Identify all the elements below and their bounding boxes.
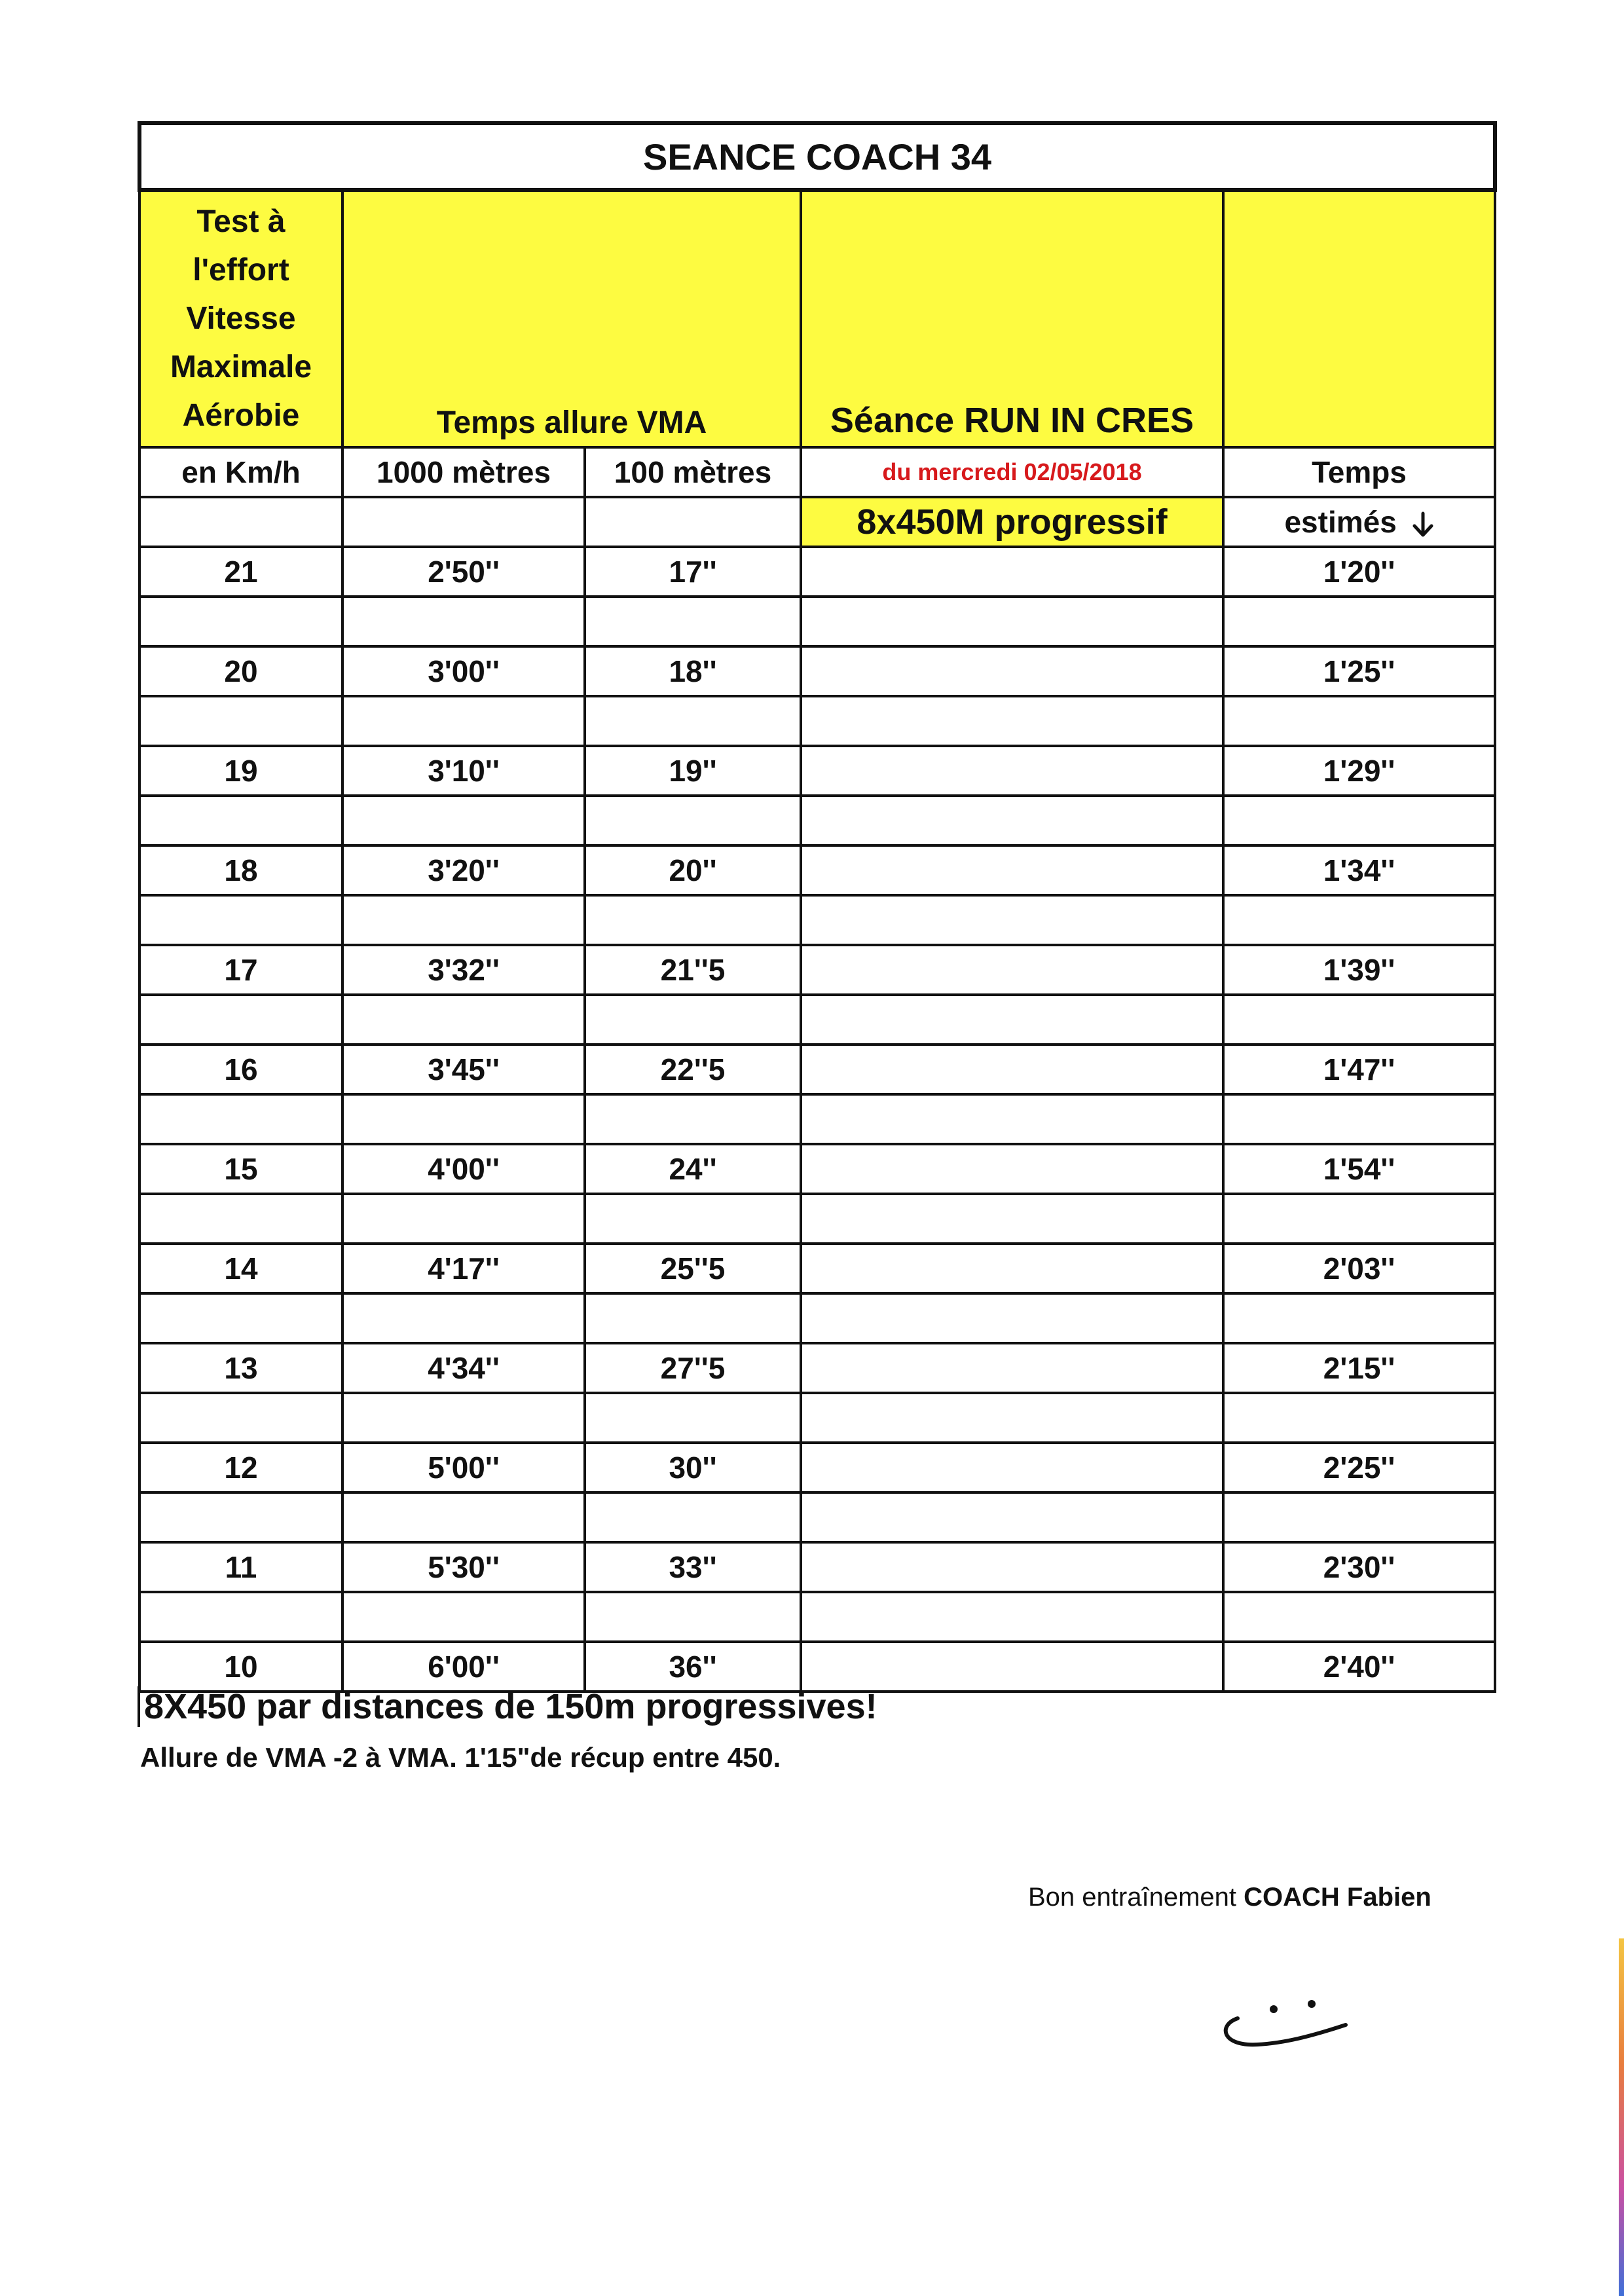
empty-cell xyxy=(585,1492,801,1542)
vma-speed: 14 xyxy=(139,1244,342,1293)
empty-cell xyxy=(801,597,1223,646)
vma-speed: 16 xyxy=(139,1045,342,1094)
table-row xyxy=(139,1045,1495,1094)
session-cell xyxy=(801,746,1223,796)
pace-100m: 25''5 xyxy=(585,1244,801,1293)
vma-speed: 13 xyxy=(139,1343,342,1393)
pace-1000m: 6'00'' xyxy=(342,1642,585,1692)
session-cell xyxy=(801,1343,1223,1393)
empty-cell xyxy=(1223,995,1495,1045)
session-cell xyxy=(801,845,1223,895)
empty-cell xyxy=(585,1592,801,1642)
empty-cell xyxy=(585,1094,801,1144)
times-label-bottom-text: estimés xyxy=(1284,505,1397,539)
pace-100m: 21''5 xyxy=(585,945,801,995)
empty-cell xyxy=(801,1393,1223,1443)
vma-pace-table xyxy=(138,121,1497,1693)
table-row xyxy=(139,1244,1495,1293)
empty-cell xyxy=(801,1194,1223,1244)
vma-test-line: Vitesse xyxy=(186,301,296,336)
table-row xyxy=(139,845,1495,895)
coach-name: COACH Fabien xyxy=(1244,1883,1431,1912)
empty-cell xyxy=(139,796,342,845)
empty-cell xyxy=(139,696,342,746)
session-cell xyxy=(801,1045,1223,1094)
empty-cell xyxy=(342,895,585,945)
estimated-time: 1'47'' xyxy=(1223,1045,1495,1094)
empty-cell xyxy=(585,1194,801,1244)
pace-1000m: 3'45'' xyxy=(342,1045,585,1094)
session-cell xyxy=(801,1144,1223,1194)
estimated-time: 1'25'' xyxy=(1223,646,1495,696)
empty-cell xyxy=(139,1094,342,1144)
pace-1000m: 3'32'' xyxy=(342,945,585,995)
empty-cell xyxy=(342,796,585,845)
estimated-time: 1'39'' xyxy=(1223,945,1495,995)
empty-cell xyxy=(342,1094,585,1144)
estimated-time: 2'03'' xyxy=(1223,1244,1495,1293)
session-cell xyxy=(801,1642,1223,1692)
empty-cell xyxy=(139,995,342,1045)
empty-cell xyxy=(801,895,1223,945)
empty-cell xyxy=(585,597,801,646)
spacer-row xyxy=(139,1393,1495,1443)
pace-100m: 36'' xyxy=(585,1642,801,1692)
empty-cell xyxy=(801,1592,1223,1642)
estimated-time: 2'40'' xyxy=(1223,1642,1495,1692)
vma-test-line: Test à xyxy=(196,204,286,239)
speed-unit-label: en Km/h xyxy=(139,447,342,497)
spacer-row xyxy=(139,1293,1495,1343)
vma-speed: 11 xyxy=(139,1542,342,1592)
pace-1000m: 2'50'' xyxy=(342,547,585,597)
estimated-time: 2'25'' xyxy=(1223,1443,1495,1492)
coach-session-sheet xyxy=(138,121,1493,1693)
pace-100m: 19'' xyxy=(585,746,801,796)
empty-cell xyxy=(585,696,801,746)
vma-speed: 18 xyxy=(139,845,342,895)
spacer-row xyxy=(139,1492,1495,1542)
session-name: 8x450M progressif xyxy=(801,497,1223,547)
empty-cell xyxy=(585,1393,801,1443)
table-row xyxy=(139,1443,1495,1492)
empty-cell xyxy=(1223,796,1495,845)
session-cell xyxy=(801,945,1223,995)
coach-signoff xyxy=(1028,1883,1431,1912)
empty-cell xyxy=(585,895,801,945)
estimated-time: 1'29'' xyxy=(1223,746,1495,796)
vma-speed: 19 xyxy=(139,746,342,796)
signoff-prefix: Bon entraînement xyxy=(1028,1883,1244,1912)
times-label-top: Temps xyxy=(1223,447,1495,497)
empty-cell xyxy=(139,1393,342,1443)
spacer-row xyxy=(139,1592,1495,1642)
vma-speed: 15 xyxy=(139,1144,342,1194)
pace-1000m: 4'17'' xyxy=(342,1244,585,1293)
empty-cell xyxy=(139,1492,342,1542)
estimated-time: 2'15'' xyxy=(1223,1343,1495,1393)
estimated-time: 1'54'' xyxy=(1223,1144,1495,1194)
session-cell xyxy=(801,646,1223,696)
table-row xyxy=(139,1642,1495,1692)
table-row xyxy=(139,547,1495,597)
vma-pace-header: Temps allure VMA xyxy=(342,190,801,447)
empty-cell xyxy=(1223,1492,1495,1542)
spacer-row xyxy=(139,696,1495,746)
empty-cell xyxy=(342,995,585,1045)
session-header: Séance RUN IN CRES xyxy=(801,190,1223,447)
empty-cell xyxy=(801,1492,1223,1542)
empty-cell xyxy=(801,1293,1223,1343)
pace-100m: 17'' xyxy=(585,547,801,597)
empty-cell xyxy=(585,995,801,1045)
pace-100m: 20'' xyxy=(585,845,801,895)
distance-100-label: 100 mètres xyxy=(585,447,801,497)
empty-cell xyxy=(585,796,801,845)
empty-cell xyxy=(801,995,1223,1045)
empty-cell xyxy=(139,497,342,547)
estimated-time: 1'34'' xyxy=(1223,845,1495,895)
table-row xyxy=(139,1343,1495,1393)
vma-test-header xyxy=(139,190,342,447)
pace-1000m: 3'00'' xyxy=(342,646,585,696)
session-note-main: 8X450 par distances de 150m progressives! xyxy=(138,1686,877,1727)
empty-cell xyxy=(342,1592,585,1642)
empty-cell xyxy=(1223,1592,1495,1642)
spacer-row xyxy=(139,597,1495,646)
empty-cell xyxy=(342,497,585,547)
empty-cell xyxy=(139,895,342,945)
times-label-bottom xyxy=(1223,497,1495,547)
estimated-time: 1'20'' xyxy=(1223,547,1495,597)
empty-cell xyxy=(342,1492,585,1542)
pace-100m: 27''5 xyxy=(585,1343,801,1393)
table-row xyxy=(139,746,1495,796)
pace-1000m: 3'20'' xyxy=(342,845,585,895)
spacer-row xyxy=(139,796,1495,845)
empty-cell xyxy=(139,1194,342,1244)
pace-1000m: 4'00'' xyxy=(342,1144,585,1194)
vma-test-line: Maximale xyxy=(170,350,312,384)
spacer-row xyxy=(139,1194,1495,1244)
vma-test-line: l'effort xyxy=(193,253,289,287)
spacer-row xyxy=(139,1094,1495,1144)
empty-cell xyxy=(342,597,585,646)
empty-cell xyxy=(1223,696,1495,746)
empty-cell xyxy=(1223,895,1495,945)
arrow-down-icon xyxy=(1412,511,1434,538)
pace-100m: 33'' xyxy=(585,1542,801,1592)
session-cell xyxy=(801,1542,1223,1592)
empty-cell xyxy=(1223,1194,1495,1244)
pace-100m: 30'' xyxy=(585,1443,801,1492)
vma-test-line: Aérobie xyxy=(182,398,300,433)
pace-1000m: 3'10'' xyxy=(342,746,585,796)
spacer-row xyxy=(139,895,1495,945)
pace-100m: 18'' xyxy=(585,646,801,696)
pace-100m: 22''5 xyxy=(585,1045,801,1094)
empty-cell xyxy=(342,1293,585,1343)
empty-cell xyxy=(1223,1393,1495,1443)
empty-cell xyxy=(801,796,1223,845)
estimate-header-blank xyxy=(1223,190,1495,447)
empty-cell xyxy=(1223,1293,1495,1343)
empty-cell xyxy=(1223,1094,1495,1144)
estimated-time: 2'30'' xyxy=(1223,1542,1495,1592)
vma-speed: 12 xyxy=(139,1443,342,1492)
table-row xyxy=(139,1144,1495,1194)
pace-1000m: 5'00'' xyxy=(342,1443,585,1492)
scan-edge-strip xyxy=(1619,1938,1624,2296)
table-row xyxy=(139,646,1495,696)
empty-cell xyxy=(139,1293,342,1343)
vma-speed: 17 xyxy=(139,945,342,995)
session-cell xyxy=(801,1244,1223,1293)
session-cell xyxy=(801,547,1223,597)
pace-1000m: 5'30'' xyxy=(342,1542,585,1592)
session-cell xyxy=(801,1443,1223,1492)
empty-cell xyxy=(1223,597,1495,646)
session-date: du mercredi 02/05/2018 xyxy=(801,447,1223,497)
empty-cell xyxy=(139,1592,342,1642)
vma-speed: 10 xyxy=(139,1642,342,1692)
empty-cell xyxy=(801,1094,1223,1144)
vma-speed: 21 xyxy=(139,547,342,597)
empty-cell xyxy=(342,1393,585,1443)
empty-cell xyxy=(342,1194,585,1244)
pace-1000m: 4'34'' xyxy=(342,1343,585,1393)
empty-cell xyxy=(139,597,342,646)
empty-cell xyxy=(342,696,585,746)
table-row xyxy=(139,1542,1495,1592)
empty-cell xyxy=(801,696,1223,746)
smiley-doodle-icon xyxy=(1211,1984,1362,2056)
empty-cell xyxy=(585,497,801,547)
spacer-row xyxy=(139,995,1495,1045)
vma-speed: 20 xyxy=(139,646,342,696)
empty-cell xyxy=(585,1293,801,1343)
session-note-detail: Allure de VMA -2 à VMA. 1'15"de récup entre 450. xyxy=(140,1742,781,1773)
pace-100m: 24'' xyxy=(585,1144,801,1194)
table-row xyxy=(139,945,1495,995)
distance-1000-label: 1000 mètres xyxy=(342,447,585,497)
sheet-title: SEANCE COACH 34 xyxy=(139,123,1495,190)
